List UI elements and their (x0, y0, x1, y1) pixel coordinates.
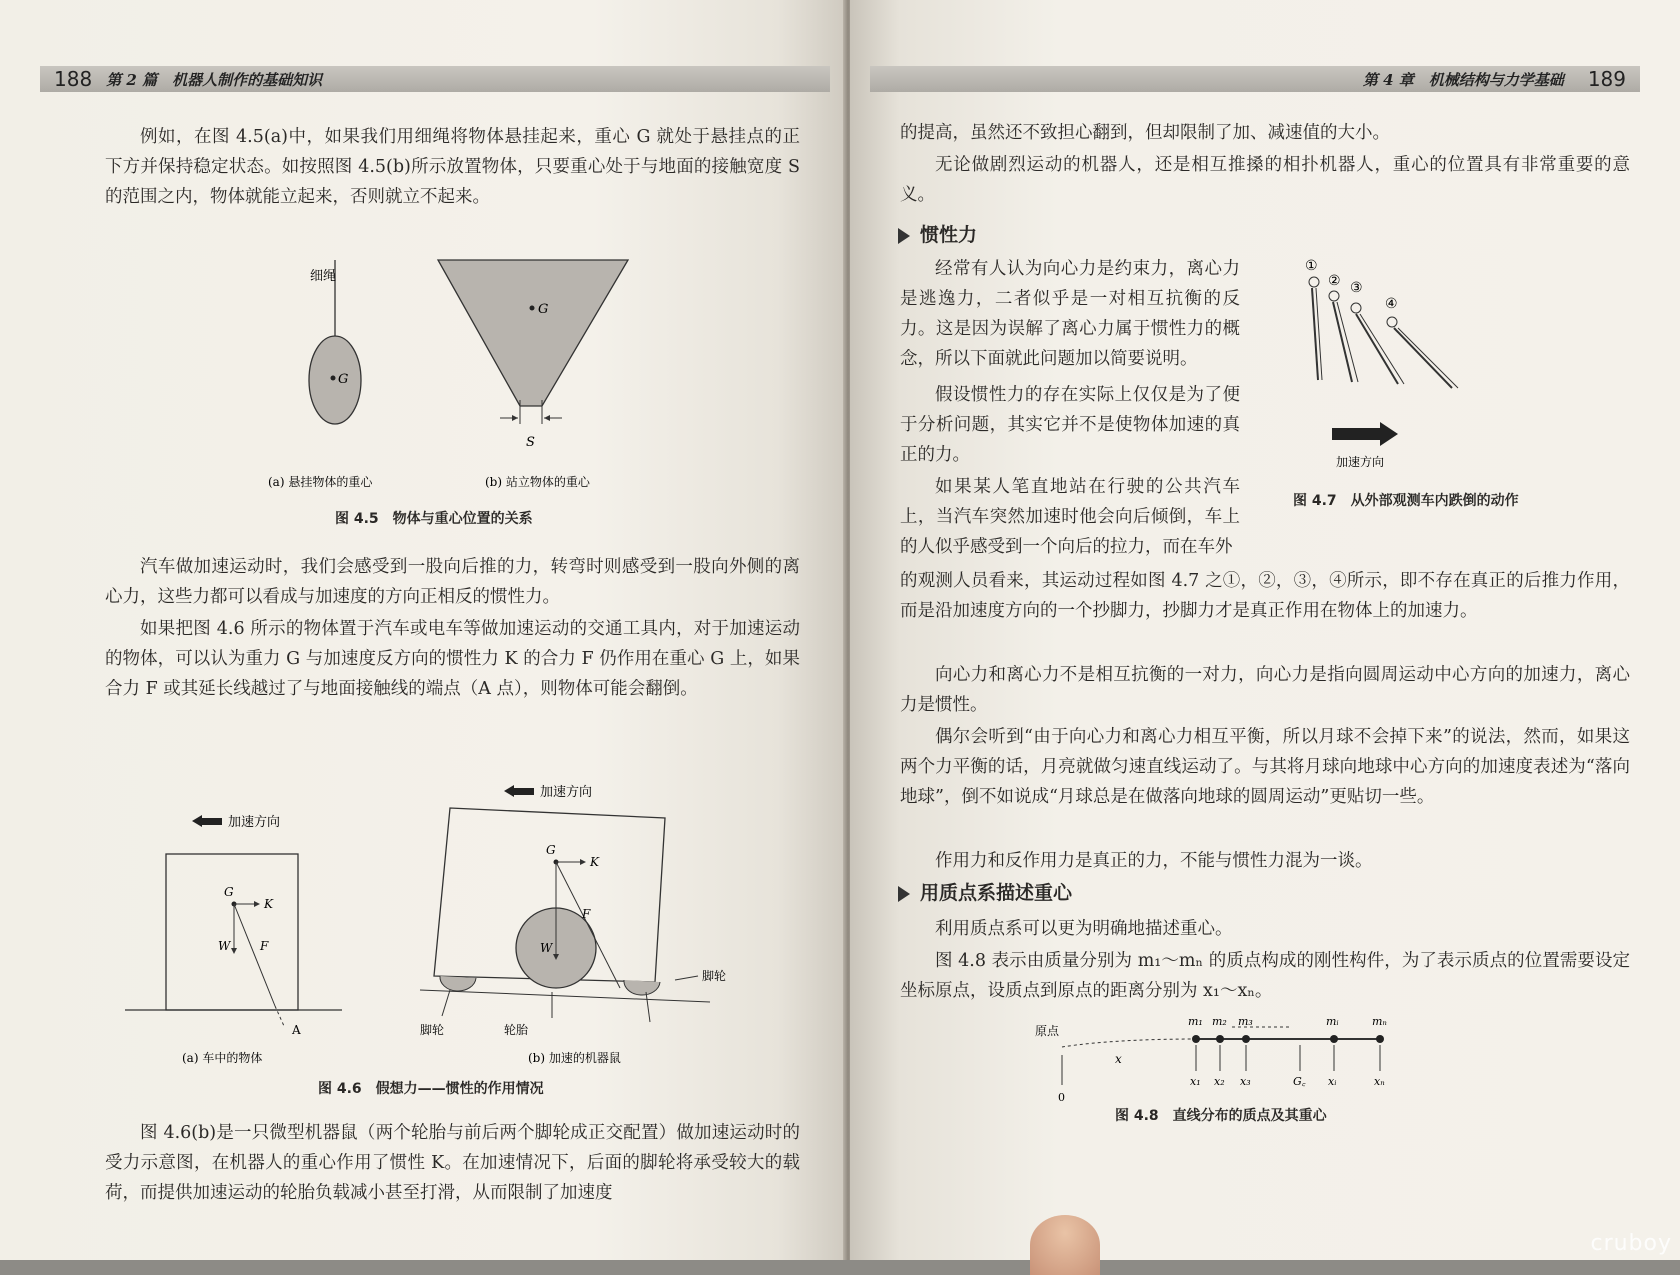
mass-1-label: m₁ (1188, 1015, 1203, 1028)
section-arrow-icon (898, 228, 910, 244)
right-page (850, 0, 1680, 1260)
origin-label: 原点 (1035, 1024, 1060, 1038)
g-label-b: G (546, 843, 556, 857)
figure-4-7-caption: 图 4.7 从外部观测车内跌倒的动作 (1293, 493, 1519, 509)
figure-4-5-caption: 图 4.5 物体与重心位置的关系 (335, 511, 533, 527)
mass-i-label: mᵢ (1326, 1015, 1339, 1028)
left-page-header (40, 66, 830, 92)
f-label: F (260, 939, 269, 953)
figure-4-8-caption: 图 4.8 直线分布的质点及其重心 (1115, 1108, 1327, 1124)
accel-label-b: 加速方向 (540, 785, 593, 800)
f-label-b: F (582, 907, 591, 921)
g-label-a: G (338, 372, 349, 387)
left-paragraph-2: 汽车做加速运动时，我们会感受到一股向后推的力，转弯时则感受到一股向外侧的离心力，这些力都可以看成与加速度的方向正相反的惯性力。 (105, 557, 800, 607)
accel-label-a: 加速方向 (228, 815, 281, 830)
right-page-header (870, 66, 1640, 92)
pos-xn-label: xₙ (1374, 1075, 1385, 1088)
g-label: G (224, 885, 234, 899)
caster-label-right: 脚轮 (702, 969, 727, 983)
section-inertial-force (898, 220, 977, 247)
pos-x3-label: x₃ (1240, 1075, 1251, 1088)
pos-2-label: ② (1328, 273, 1341, 289)
right-page-number: 189 (1587, 67, 1626, 91)
right-paragraph-3: 经常有人认为向心力是约束力，离心力是逃逸力，二者似乎是一对相互抗衡的反力。这是因为误解了离心力属于惯性力的概念，所以下面就此问题加以简要说明。 (900, 259, 1240, 369)
right-paragraph-4: 假设惯性力的存在实际上仅仅是为了便于分析问题，其实它并不是使物体加速的真正的力。 (900, 385, 1240, 465)
right-paragraph-5b: 的观测人员看来，其运动过程如图 4.7 之①，②，③，④所示，即不存在真正的后推力作用，而是沿加速度方向的一个抄脚力，抄脚力才是真正作用在物体上的加速力。 (900, 571, 1630, 621)
pos-1-label: ① (1305, 258, 1318, 274)
left-header-title: 第 2 篇 机器人制作的基础知识 (106, 70, 323, 89)
pos-gc-label: G꜀ (1293, 1075, 1306, 1088)
section-arrow-icon-2 (898, 886, 910, 902)
right-paragraph-10: 图 4.8 表示由质量分别为 m₁～mₙ 的质点构成的刚性构件，为了表示质点的位置需要设定坐标原点，设质点到原点的距离分别为 x₁～xₙ。 (900, 951, 1630, 1001)
right-header-title: 第 4 章 机械结构与力学基础 (1362, 70, 1564, 89)
s-label: S (526, 435, 535, 450)
w-label-b: W (540, 941, 553, 955)
right-paragraph-7: 偶尔会听到“由于向心力和离心力相互平衡，所以月球不会掉下来”的说法，然而，如果这两个力平衡的话，月亮就做匀速直线运动了。与其将月球向地球中心方向的加速度表述为“落向地球”，倒不如说成“月球总是在做落向地球的圆周运动”更贴切一些。 (900, 727, 1630, 807)
right-paragraph-1: 的提高，虽然还不致担心翻到，但却限制了加、减速值的大小。 (900, 123, 1390, 143)
figure-4-6 (120, 770, 800, 1070)
finger-photo-element (1030, 1215, 1100, 1275)
rope-label: 细绳 (310, 269, 337, 284)
caster-label-left: 脚轮 (420, 1023, 445, 1037)
left-page (0, 0, 846, 1260)
fig46-sub-b: (b) 加速的机器鼠 (528, 1051, 621, 1065)
x-label: x (1115, 1052, 1122, 1066)
left-page-number: 188 (54, 67, 93, 91)
watermark: cruboy (1590, 1231, 1672, 1256)
mass-n-label: mₙ (1372, 1015, 1387, 1028)
tire-label: 轮胎 (504, 1023, 529, 1037)
fig46-sub-a: (a) 车中的物体 (182, 1051, 263, 1065)
pos-xi-label: xᵢ (1328, 1075, 1337, 1088)
left-paragraph-4: 图 4.6(b)是一只微型机器鼠（两个轮胎与前后两个脚轮成正交配置）做加速运动时的受力示意图，在机器人的重心作用了惯性 K。在加速情况下，后面的脚轮将承受较大的载荷，而提供加速运动的轮胎负载减小甚至打滑，从而限制了加速度 (105, 1123, 800, 1203)
figure-4-5 (230, 240, 650, 530)
left-paragraph-1: 例如，在图 4.5(a)中，如果我们用细绳将物体悬挂起来，重心 G 就处于悬挂点的正下方并保持稳定状态。如按照图 4.5(b)所示放置物体，只要重心处于与地面的接触宽度 S 的范围之内，物体就能立起来，否则就立不起来。 (105, 127, 800, 207)
pos-3-label: ③ (1350, 280, 1363, 296)
fig45-sub-b: (b) 站立物体的重心 (485, 475, 590, 489)
mass-3-label: m₃ (1238, 1015, 1253, 1028)
figure-4-6-caption: 图 4.6 假想力——惯性的作用情况 (318, 1081, 544, 1097)
mass-2-label: m₂ (1212, 1015, 1227, 1028)
section-inertial-force-title: 惯性力 (920, 224, 978, 246)
right-paragraph-6: 向心力和离心力不是相互抗衡的一对力，向心力是指向圆周运动中心方向的加速力，离心力是惯性。 (900, 665, 1630, 715)
pos-4-label: ④ (1385, 296, 1398, 312)
left-paragraph-3: 如果把图 4.6 所示的物体置于汽车或电车等做加速运动的交通工具内，对于加速运动的物体，可以认为重力 G 与加速度反方向的惯性力 K 的合力 F 仍作用在重心 G 上，如果合力 F 或其延长线越过了与地面接触线的端点（A 点），则物体可能会翻倒。 (105, 619, 800, 699)
w-label: W (218, 939, 231, 953)
k-label-b: K (590, 855, 599, 869)
section-particle-system (898, 878, 1072, 905)
pos-x1-label: x₁ (1190, 1075, 1201, 1088)
figure-4-7 (1290, 250, 1590, 480)
k-label: K (264, 897, 273, 911)
right-paragraph-5a: 如果某人笔直地站在行驶的公共汽车上，当汽车突然加速时他会向后倾倒，车上的人似乎感受到一个向后的拉力，而在车外 (900, 477, 1240, 557)
right-paragraph-8: 作用力和反作用力是真正的力，不能与惯性力混为一谈。 (935, 851, 1373, 871)
right-paragraph-2: 无论做剧烈运动的机器人，还是相互推搡的相扑机器人，重心的位置具有非常重要的意义。 (900, 155, 1630, 205)
section-particle-system-title: 用质点系描述重心 (920, 882, 1073, 904)
fig45-sub-a: (a) 悬挂物体的重心 (268, 475, 373, 489)
g-label-b: G (538, 302, 549, 317)
fig47-accel-label: 加速方向 (1336, 455, 1385, 469)
zero-label: 0 (1058, 1091, 1065, 1104)
a-label: A (292, 1023, 301, 1037)
pos-x2-label: x₂ (1214, 1075, 1225, 1088)
right-paragraph-9: 利用质点系可以更为明确地描述重心。 (935, 919, 1233, 939)
figure-4-8 (1000, 1005, 1480, 1105)
